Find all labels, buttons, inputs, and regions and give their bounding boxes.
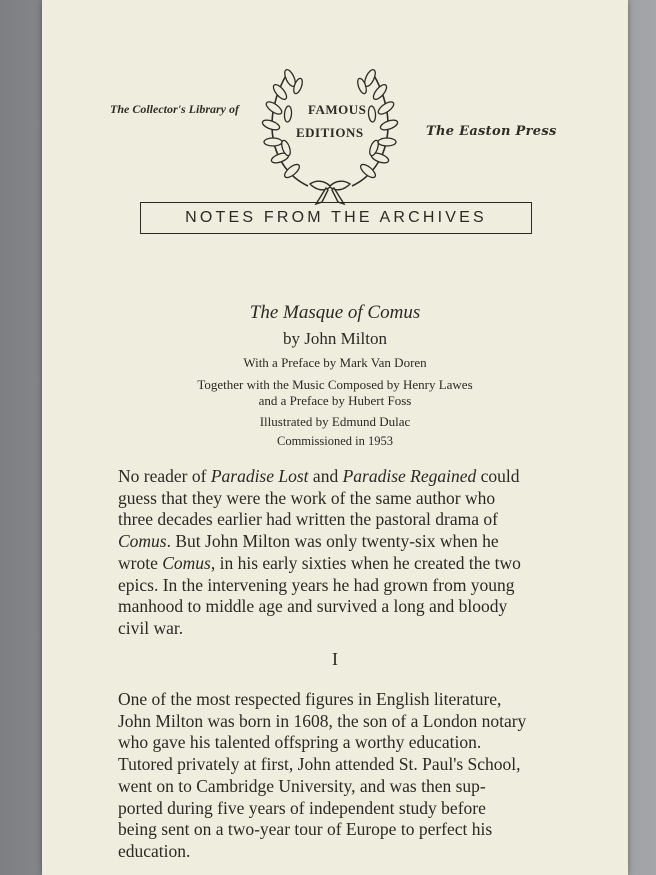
paragraph-line: ported during five years of independent study before xyxy=(118,797,486,818)
paragraph-line: Tutored privately at first, John attended St. Paul's School, xyxy=(118,754,521,775)
paragraph-line: went on to Cambridge University, and was then sup- xyxy=(118,775,486,796)
paragraph-line: One of the most respected figures in English literature, xyxy=(118,689,502,709)
paragraph-line: manhood to middle age and survived a long and bloody xyxy=(118,596,508,617)
book-title: The Masque of Comus xyxy=(249,302,421,323)
paragraph-line: wrote Comus, in his early sixties when he created the two xyxy=(118,552,521,573)
commission-year: Commissioned in 1953 xyxy=(277,434,393,448)
collector-library-text: The Collector's Library of xyxy=(110,102,239,116)
paragraph-line: Comus. But John Milton was only twenty-six when he xyxy=(118,531,499,552)
paragraph-line: civil war. xyxy=(118,617,184,638)
paragraph-line: being sent on a two-year tour of Europe to perfect his xyxy=(118,819,493,840)
paragraph-line: education. xyxy=(118,840,191,861)
section-one-paragraph xyxy=(118,689,566,863)
preface-credit: With a Preface by Mark Van Doren xyxy=(243,355,427,370)
paragraph-line: three decades earlier had written the pastoral drama of xyxy=(118,509,498,530)
intro-paragraph xyxy=(118,466,566,640)
paragraph-line: No reader of Paradise Lost and Paradise Regained could xyxy=(118,466,520,486)
section-banner: NOTES FROM THE ARCHIVES xyxy=(140,202,532,234)
music-credit-line-1: Together with the Music Composed by Henry Lawes xyxy=(197,377,473,392)
music-credit-line-2: and a Preface by Hubert Foss xyxy=(258,393,412,408)
illustrator-credit: Illustrated by Edmund Dulac xyxy=(259,414,411,429)
paragraph-line: guess that they were the work of the same author who xyxy=(118,487,496,508)
paragraph-line: who gave his talented offspring a worthy education. xyxy=(118,732,482,753)
archive-note-page xyxy=(42,0,628,875)
section-numeral: I xyxy=(332,649,338,669)
paragraph-line: John Milton was born in 1608, the son of a London notary xyxy=(118,710,527,731)
book-author: by John Milton xyxy=(283,329,387,348)
paragraph-line: epics. In the intervening years he had grown from young xyxy=(118,574,515,595)
wreath-word-famous: FAMOUS xyxy=(308,102,367,117)
wreath-word-editions: EDITIONS xyxy=(296,125,364,140)
publisher-name: The Easton Press xyxy=(426,124,557,139)
